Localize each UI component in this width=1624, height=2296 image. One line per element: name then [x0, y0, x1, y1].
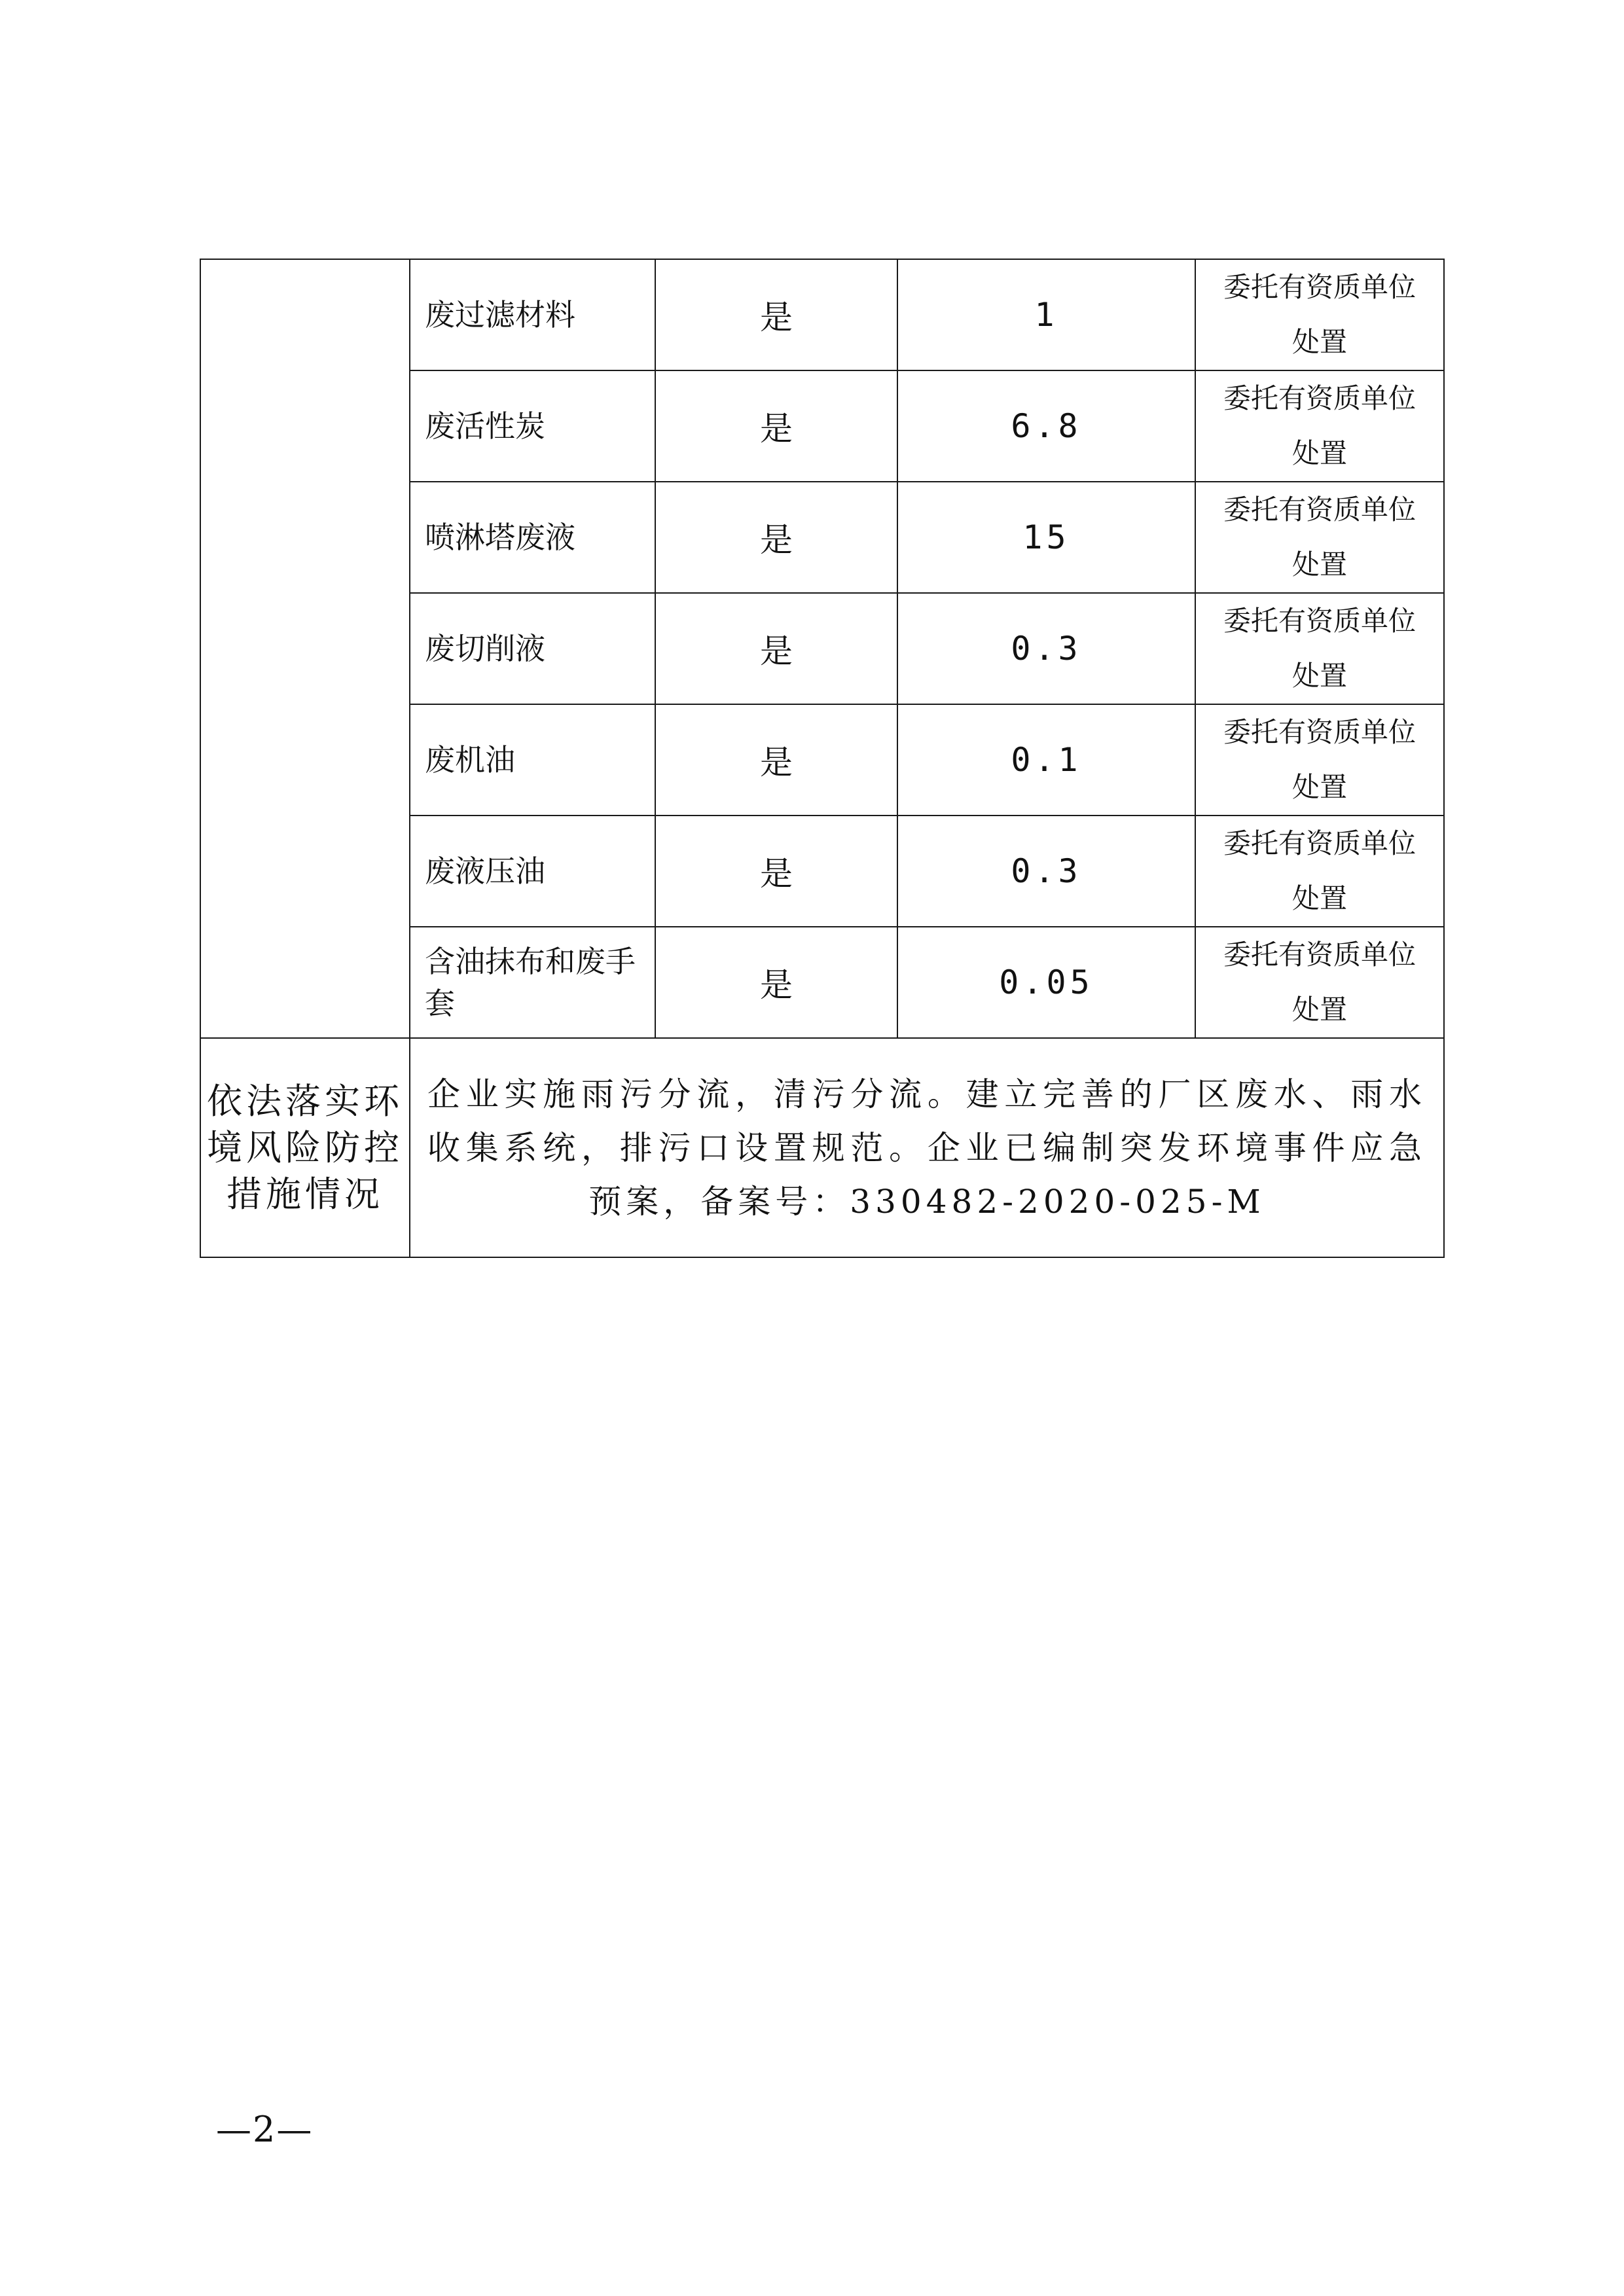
risk-control-row [200, 1038, 1444, 1257]
disposal-line-2: 处置 [1291, 437, 1347, 469]
waste-quantity: 0.1 [897, 704, 1195, 816]
waste-quantity: 1 [897, 259, 1195, 370]
table-row [200, 259, 1444, 370]
disposal-method [1195, 482, 1444, 593]
disposal-line-1: 委托有资质单位 [1223, 493, 1416, 526]
waste-name: 含油抹布和废手套 [410, 927, 655, 1038]
disposal-line-2: 处置 [1291, 548, 1347, 581]
hazardous-flag: 是 [655, 370, 897, 482]
disposal-line-1: 委托有资质单位 [1223, 939, 1416, 971]
category-cell [200, 259, 410, 1038]
waste-quantity: 0.3 [897, 816, 1195, 927]
hazardous-flag: 是 [655, 704, 897, 816]
disposal-line-2: 处置 [1291, 660, 1347, 692]
waste-name: 废机油 [410, 704, 655, 816]
disposal-line-2: 处置 [1291, 882, 1347, 914]
disposal-method [1195, 816, 1444, 927]
hazardous-flag: 是 [655, 927, 897, 1038]
disposal-line-1: 委托有资质单位 [1223, 605, 1416, 637]
waste-name: 废过滤材料 [410, 259, 655, 370]
disposal-line-2: 处置 [1291, 326, 1347, 358]
disposal-line-1: 委托有资质单位 [1223, 716, 1416, 748]
waste-quantity: 0.05 [897, 927, 1195, 1038]
disposal-method [1195, 593, 1444, 704]
disposal-method [1195, 927, 1444, 1038]
waste-name: 废切削液 [410, 593, 655, 704]
disposal-method [1195, 370, 1444, 482]
waste-quantity: 0.3 [897, 593, 1195, 704]
waste-name: 废液压油 [410, 816, 655, 927]
hazardous-flag: 是 [655, 482, 897, 593]
disposal-line-1: 委托有资质单位 [1223, 271, 1416, 303]
hazardous-flag: 是 [655, 593, 897, 704]
hazardous-flag: 是 [655, 259, 897, 370]
disposal-line-1: 委托有资质单位 [1223, 382, 1416, 414]
hazardous-flag: 是 [655, 816, 897, 927]
disposal-method [1195, 704, 1444, 816]
page-number: —2— [216, 2109, 314, 2150]
waste-quantity: 6.8 [897, 370, 1195, 482]
risk-control-label: 依法落实环境风险防控措施情况 [200, 1038, 410, 1257]
disposal-method [1195, 259, 1444, 370]
waste-name: 废活性炭 [410, 370, 655, 482]
waste-quantity: 15 [897, 482, 1195, 593]
disposal-line-2: 处置 [1291, 771, 1347, 803]
disposal-line-1: 委托有资质单位 [1223, 827, 1416, 859]
waste-disposal-table [200, 259, 1445, 1258]
risk-control-description: 企业实施雨污分流，清污分流。建立完善的厂区废水、雨水收集系统，排污口设置规范。企业已编制突发环境事件应急预案，备案号：330482-2020-025-M [410, 1038, 1444, 1257]
waste-name: 喷淋塔废液 [410, 482, 655, 593]
disposal-line-2: 处置 [1291, 994, 1347, 1026]
